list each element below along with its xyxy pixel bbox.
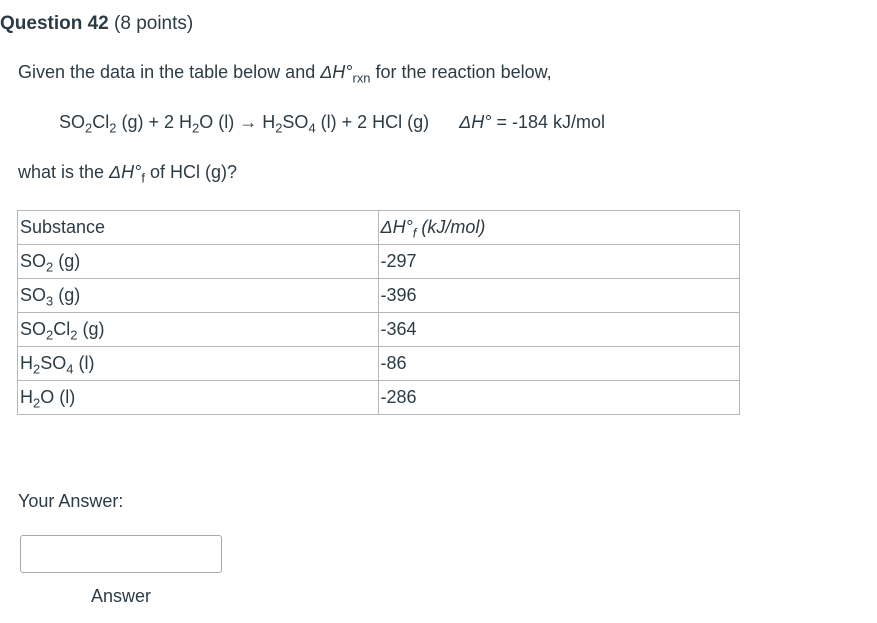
reaction-sub: 4: [308, 120, 316, 136]
header-substance: Substance: [18, 211, 379, 245]
question-header: [0, 13, 193, 35]
formula-part: SO: [20, 319, 47, 339]
reaction-dh-value: = -184 kJ/mol: [491, 112, 605, 132]
formula-part: H: [20, 353, 33, 373]
formula-sub: 3: [46, 293, 54, 309]
substance-cell: [18, 245, 379, 279]
value-cell: -396: [378, 279, 739, 313]
reaction-sub: 2: [275, 120, 283, 136]
formula-part: SO: [20, 251, 47, 271]
intro-before: Given the data in the table below and: [18, 62, 321, 82]
formula-part: SO: [40, 353, 67, 373]
intro-dh: ΔH°: [320, 62, 353, 82]
table-row: [18, 381, 740, 415]
reaction-part: Cl: [92, 112, 110, 132]
formula-sub: 2: [46, 327, 54, 343]
intro-sub: rxn: [352, 70, 371, 86]
formula-state: (g): [53, 285, 81, 305]
prompt-after: of HCl (g)?: [144, 162, 237, 182]
reaction-sub: 2: [109, 120, 117, 136]
reaction-equation: [59, 112, 605, 136]
answer-caption: Answer: [91, 586, 152, 606]
formula-sub: 4: [66, 361, 74, 377]
formula-state: (l): [54, 387, 76, 407]
reaction-part: O (l) → H: [199, 112, 276, 132]
value-cell: -86: [378, 347, 739, 381]
table-row: [18, 347, 740, 381]
question-title: Question 42: [0, 13, 109, 34]
value-cell: -286: [378, 381, 739, 415]
substance-cell: [18, 279, 379, 313]
reaction-part: (l) + 2 HCl (g): [315, 112, 430, 132]
prompt-before: what is the: [18, 162, 110, 182]
reaction-part: (g) + 2 H: [116, 112, 192, 132]
reaction-part: SO: [282, 112, 309, 132]
header-sub: f: [412, 225, 417, 241]
formula-part: Cl: [53, 319, 71, 339]
table-row: [18, 245, 740, 279]
table-row: [18, 279, 740, 313]
reaction-sub: 2: [85, 120, 93, 136]
prompt-text: [18, 162, 237, 186]
intro-after: for the reaction below,: [370, 62, 552, 82]
reaction-dh-label: ΔH°: [459, 112, 492, 132]
formula-sub: 2: [33, 361, 41, 377]
formula-sub: 2: [70, 327, 78, 343]
reaction-enthalpy: [459, 112, 605, 132]
header-dh: ΔH°: [380, 217, 413, 237]
formula-state: (g): [77, 319, 105, 339]
formula-state: (l): [73, 353, 95, 373]
value-cell: -364: [378, 313, 739, 347]
substance-cell: [18, 347, 379, 381]
formula-sub: 2: [33, 395, 41, 411]
substance-cell: [18, 381, 379, 415]
prompt-sub: f: [141, 170, 145, 186]
your-answer-label: Your Answer:: [18, 491, 124, 511]
formula-sub: 2: [46, 259, 54, 275]
prompt-dh: ΔH°: [109, 162, 142, 182]
intro-text: [18, 62, 552, 86]
substance-cell: [18, 313, 379, 347]
reaction-sub: 2: [191, 120, 200, 136]
formula-part: H: [20, 387, 33, 407]
table-row: [18, 313, 740, 347]
question-points: (8 points): [114, 13, 194, 34]
value-cell: -297: [378, 245, 739, 279]
table-header-row: [18, 211, 740, 245]
enthalpy-table: [17, 210, 740, 415]
answer-input[interactable]: [20, 535, 222, 573]
formula-state: (g): [53, 251, 81, 271]
header-units: (kJ/mol): [416, 217, 486, 237]
reaction-part: SO: [59, 112, 86, 132]
formula-part: O: [40, 387, 55, 407]
formula-part: SO: [20, 285, 47, 305]
header-enthalpy: [378, 211, 739, 245]
